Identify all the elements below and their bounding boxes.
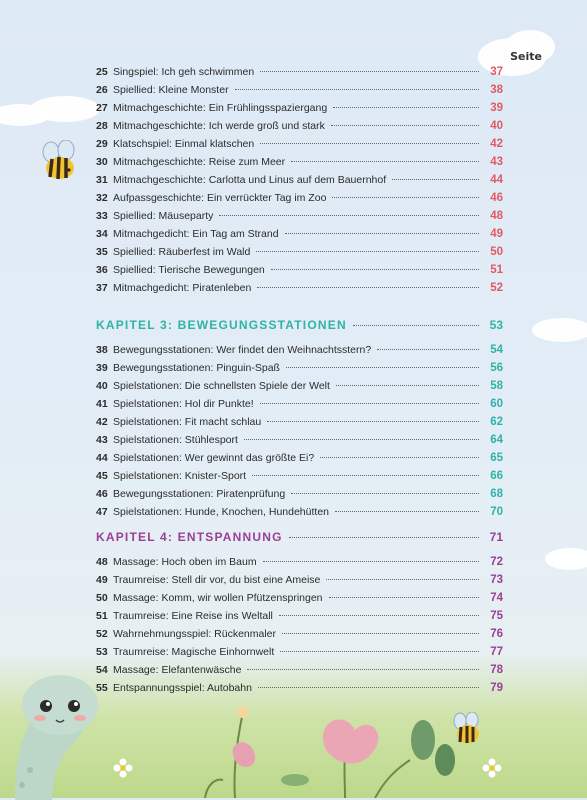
entry-page-number: 62	[490, 416, 503, 428]
entry-title: Spielstationen: Die schnellsten Spiele der Welt	[113, 380, 330, 392]
leader-dots	[267, 421, 479, 422]
entry-number: 54	[96, 664, 108, 676]
entry-title: Aufpassgeschichte: Ein verrückter Tag im Zoo	[113, 192, 327, 204]
leader-dots	[263, 561, 479, 562]
entry-number: 44	[96, 452, 108, 464]
entry-title: Bewegungsstationen: Wer findet den Weihnachtsstern?	[113, 344, 372, 356]
toc-entry[interactable]	[96, 362, 503, 378]
entry-title: Wahrnehmungsspiel: Rückenmaler	[113, 628, 277, 640]
entry-number: 26	[96, 84, 108, 96]
entry-page-number: 52	[490, 282, 503, 294]
leader-dots	[320, 457, 479, 458]
entry-title: Mitmachgeschichte: Ich werde groß und stark	[113, 120, 325, 132]
entry-title: Mitmachgedicht: Ein Tag am Strand	[113, 228, 279, 240]
chapter-page-number: 71	[489, 530, 503, 544]
entry-title: Spiellied: Räuberfest im Wald	[113, 246, 251, 258]
entry-page-number: 79	[490, 682, 503, 694]
entry-title: Spiellied: Tierische Bewegungen	[113, 264, 265, 276]
toc-entry[interactable]	[96, 416, 503, 432]
entry-number: 30	[96, 156, 108, 168]
toc-entry[interactable]	[96, 228, 503, 244]
entry-page-number: 43	[490, 156, 503, 168]
entry-page-number: 70	[490, 506, 503, 518]
entry-number: 31	[96, 174, 108, 186]
entry-title: Spielstationen: Fit macht schlau	[113, 416, 262, 428]
entry-number: 37	[96, 282, 108, 294]
toc-entry[interactable]	[96, 210, 503, 226]
toc-entry[interactable]	[96, 282, 503, 298]
entry-title: Mitmachgedicht: Piratenleben	[113, 282, 252, 294]
entry-page-number: 48	[490, 210, 503, 222]
entry-number: 52	[96, 628, 108, 640]
entry-title: Singspiel: Ich geh schwimmen	[113, 66, 255, 78]
leader-dots	[257, 287, 479, 288]
entry-number: 53	[96, 646, 108, 658]
entry-title: Traumreise: Magische Einhornwelt	[113, 646, 275, 658]
entry-page-number: 39	[490, 102, 503, 114]
entry-page-number: 73	[490, 574, 503, 586]
entry-title: Spielstationen: Wer gewinnt das größte Ei?	[113, 452, 315, 464]
leader-dots	[329, 597, 479, 598]
entry-number: 38	[96, 344, 108, 356]
toc-entry[interactable]	[96, 66, 503, 82]
toc-entry[interactable]	[96, 246, 503, 262]
toc-entry[interactable]	[96, 102, 503, 118]
toc-entry[interactable]	[96, 138, 503, 154]
toc-entry[interactable]	[96, 84, 503, 100]
entry-number: 46	[96, 488, 108, 500]
page-column-header: Seite	[510, 50, 542, 63]
entry-number: 51	[96, 610, 108, 622]
leader-dots	[289, 537, 479, 538]
leader-dots	[392, 179, 479, 180]
leader-dots	[258, 687, 479, 688]
leader-dots	[332, 197, 479, 198]
entry-page-number: 68	[490, 488, 503, 500]
toc-entry[interactable]	[96, 398, 503, 414]
entry-number: 47	[96, 506, 108, 518]
entry-page-number: 56	[490, 362, 503, 374]
toc-entry[interactable]	[96, 120, 503, 136]
leader-dots	[260, 143, 479, 144]
chapter-title: KAPITEL 3: BEWEGUNGSSTATIONEN	[96, 318, 347, 332]
entry-page-number: 72	[490, 556, 503, 568]
leader-dots	[219, 215, 479, 216]
toc-entry[interactable]	[96, 344, 503, 360]
entry-number: 50	[96, 592, 108, 604]
toc-entry[interactable]	[96, 470, 503, 486]
entry-number: 29	[96, 138, 108, 150]
entry-page-number: 60	[490, 398, 503, 410]
entry-page-number: 76	[490, 628, 503, 640]
leader-dots	[279, 615, 479, 616]
leader-dots	[280, 651, 479, 652]
leader-dots	[260, 403, 479, 404]
leader-dots	[335, 511, 479, 512]
entry-page-number: 40	[490, 120, 503, 132]
entry-page-number: 42	[490, 138, 503, 150]
chapter-heading[interactable]	[96, 530, 503, 548]
leader-dots	[260, 71, 479, 72]
entry-page-number: 65	[490, 452, 503, 464]
entry-title: Klatschspiel: Einmal klatschen	[113, 138, 255, 150]
entry-page-number: 78	[490, 664, 503, 676]
entry-page-number: 66	[490, 470, 503, 482]
toc-entry[interactable]	[96, 488, 503, 504]
toc-entry[interactable]	[96, 174, 503, 190]
toc-entry[interactable]	[96, 610, 503, 626]
toc-entry[interactable]	[96, 380, 503, 396]
entry-page-number: 74	[490, 592, 503, 604]
entry-page-number: 64	[490, 434, 503, 446]
toc-entry[interactable]	[96, 556, 503, 572]
entry-page-number: 44	[490, 174, 503, 186]
entry-title: Massage: Hoch oben im Baum	[113, 556, 257, 568]
leader-dots	[377, 349, 479, 350]
leader-dots	[336, 385, 479, 386]
entry-title: Massage: Komm, wir wollen Pfützenspringen	[113, 592, 323, 604]
entry-page-number: 38	[490, 84, 503, 96]
leader-dots	[285, 233, 479, 234]
toc-entry[interactable]	[96, 682, 503, 698]
chapter-title: KAPITEL 4: ENTSPANNUNG	[96, 530, 283, 544]
entry-number: 39	[96, 362, 108, 374]
entry-title: Spiellied: Kleine Monster	[113, 84, 229, 96]
leader-dots	[271, 269, 479, 270]
toc-entry[interactable]	[96, 506, 503, 522]
entry-page-number: 75	[490, 610, 503, 622]
entry-number: 35	[96, 246, 108, 258]
entry-title: Bewegungsstationen: Piratenprüfung	[113, 488, 286, 500]
entry-page-number: 54	[490, 344, 503, 356]
toc-entry[interactable]	[96, 574, 503, 590]
entry-number: 36	[96, 264, 108, 276]
toc-entry[interactable]	[96, 592, 503, 608]
entry-title: Spiellied: Mäuseparty	[113, 210, 214, 222]
entry-number: 27	[96, 102, 108, 114]
leader-dots	[286, 367, 479, 368]
entry-title: Spielstationen: Hunde, Knochen, Hundehütten	[113, 506, 329, 518]
entry-title: Spielstationen: Knister-Sport	[113, 470, 247, 482]
entry-title: Mitmachgeschichte: Reise zum Meer	[113, 156, 286, 168]
entry-page-number: 77	[490, 646, 503, 658]
leader-dots	[333, 107, 479, 108]
entry-title: Mitmachgeschichte: Carlotta und Linus auf dem Bauernhof	[113, 174, 387, 186]
chapter-heading[interactable]	[96, 318, 503, 336]
entry-page-number: 46	[490, 192, 503, 204]
entry-title: Bewegungsstationen: Pinguin-Spaß	[113, 362, 280, 374]
leader-dots	[235, 89, 479, 90]
leader-dots	[247, 669, 479, 670]
toc-entry[interactable]	[96, 192, 503, 208]
toc-entry[interactable]	[96, 452, 503, 468]
entry-page-number: 58	[490, 380, 503, 392]
entry-title: Traumreise: Stell dir vor, du bist eine Ameise	[113, 574, 321, 586]
entry-title: Massage: Elefantenwäsche	[113, 664, 242, 676]
entry-number: 32	[96, 192, 108, 204]
entry-number: 55	[96, 682, 108, 694]
entry-page-number: 49	[490, 228, 503, 240]
leader-dots	[353, 325, 479, 326]
entry-number: 42	[96, 416, 108, 428]
entry-page-number: 51	[490, 264, 503, 276]
leader-dots	[244, 439, 479, 440]
entry-number: 45	[96, 470, 108, 482]
entry-title: Spielstationen: Stühlesport	[113, 434, 238, 446]
toc-entry[interactable]	[96, 664, 503, 680]
entry-number: 43	[96, 434, 108, 446]
entry-title: Entspannungsspiel: Autobahn	[113, 682, 252, 694]
entry-title: Traumreise: Eine Reise ins Weltall	[113, 610, 273, 622]
entry-number: 33	[96, 210, 108, 222]
entry-title: Spielstationen: Hol dir Punkte!	[113, 398, 254, 410]
leader-dots	[291, 493, 479, 494]
entry-title: Mitmachgeschichte: Ein Frühlingsspaziergang	[113, 102, 328, 114]
leader-dots	[326, 579, 479, 580]
entry-number: 25	[96, 66, 108, 78]
entry-page-number: 50	[490, 246, 503, 258]
entry-number: 48	[96, 556, 108, 568]
toc-entry[interactable]	[96, 156, 503, 172]
chapter-page-number: 53	[489, 318, 503, 332]
entry-number: 41	[96, 398, 108, 410]
toc-entry[interactable]	[96, 628, 503, 644]
leader-dots	[331, 125, 479, 126]
leader-dots	[252, 475, 479, 476]
leader-dots	[291, 161, 479, 162]
toc-entry[interactable]	[96, 434, 503, 450]
entry-number: 34	[96, 228, 108, 240]
leader-dots	[256, 251, 479, 252]
entry-number: 49	[96, 574, 108, 586]
toc-entry[interactable]	[96, 264, 503, 280]
entry-number: 40	[96, 380, 108, 392]
entry-number: 28	[96, 120, 108, 132]
leader-dots	[282, 633, 479, 634]
toc-entry[interactable]	[96, 646, 503, 662]
entry-page-number: 37	[490, 66, 503, 78]
